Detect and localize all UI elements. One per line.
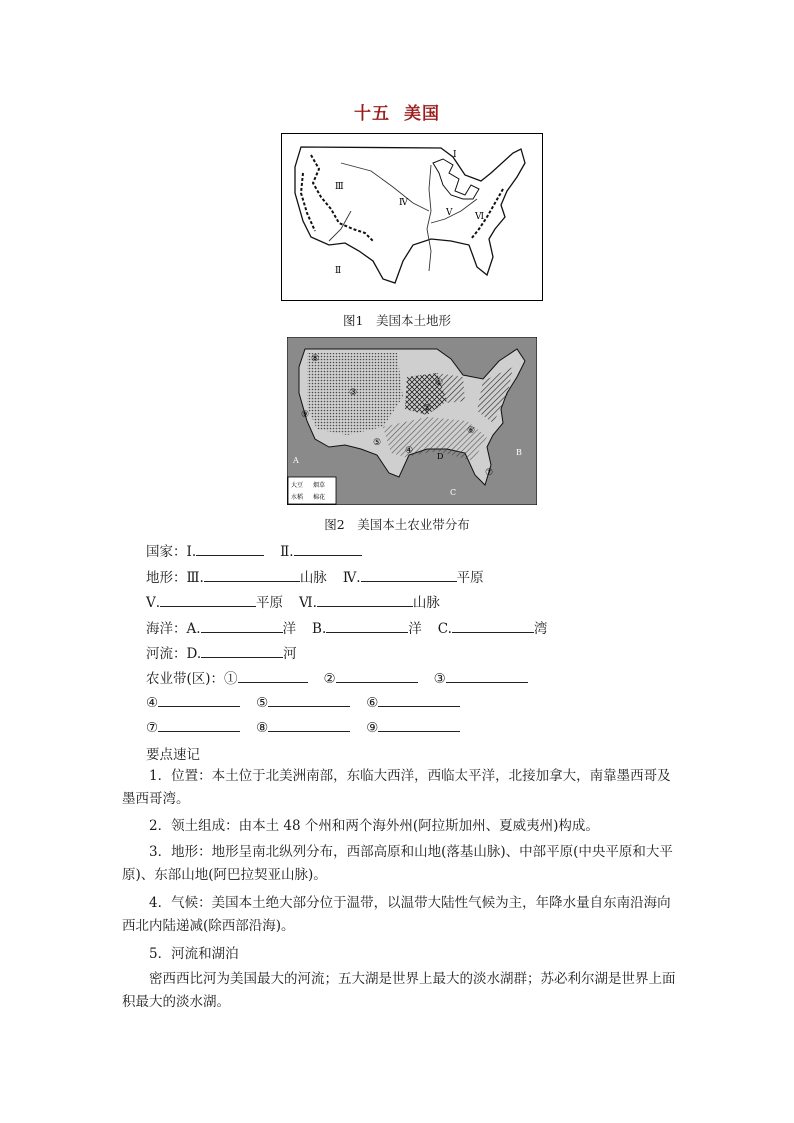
note-position: 1．位置：本土位于北美洲南部，东临大西洋，西临太平洋，北接加拿大，南靠墨西哥及墨西哥湾。 <box>122 768 671 807</box>
blank-agri-6[interactable] <box>378 692 460 707</box>
label-n2: ② <box>423 404 432 414</box>
label-VI: Ⅵ <box>475 212 485 222</box>
blank-country-ii[interactable] <box>294 541 362 556</box>
note-rivers-lakes: 密西西比河为美国最大的河流；五大湖是世界上最大的淡水湖群；苏必利尔湖是世界上面积最大的淡水湖。 <box>122 971 676 1010</box>
label-D: D <box>437 452 444 461</box>
blank-terrain-iv[interactable] <box>361 567 457 582</box>
label-I: Ⅰ <box>453 150 457 160</box>
blank-agri-1[interactable] <box>238 668 308 683</box>
label-n4: ④ <box>405 446 414 456</box>
question-agri-2: ④ ⑤ ⑥ <box>146 692 460 711</box>
question-agri-1: 农业带(区)：① ② ③ <box>146 667 528 687</box>
question-river: 河流：D. 河 <box>146 642 297 662</box>
legend-rice: 水稻 <box>291 494 304 501</box>
note-rivers-heading: 5．河流和湖泊 <box>149 946 239 962</box>
notes-heading: 要点速记 <box>146 747 200 763</box>
blank-agri-5[interactable] <box>268 692 350 707</box>
blank-ocean-c[interactable] <box>452 618 534 633</box>
question-agri-3: ⑦ ⑧ ⑨ <box>146 717 460 736</box>
label-n5: ⑤ <box>373 438 382 448</box>
note-climate: 4．气候：美国本土绝大部分位于温带，以温带大陆性气候为主，年降水量自东南沿海向西北内陆递减(除西部沿海)。 <box>122 895 671 934</box>
label-n1: ① <box>435 378 444 388</box>
question-country: 国家：Ⅰ. Ⅱ. <box>146 540 362 560</box>
figure1-caption: 图1 美国本土地形 <box>343 313 451 328</box>
question-ocean: 海洋：A. 洋 B. 洋 C. 湾 <box>146 617 547 637</box>
blank-ocean-b[interactable] <box>326 618 408 633</box>
label-A: A <box>293 456 299 465</box>
legend-soybean: 大豆 <box>291 482 304 489</box>
question-terrain-2: Ⅴ. 平原 Ⅵ. 山脉 <box>146 591 440 611</box>
blank-agri-7[interactable] <box>158 717 240 732</box>
blank-ocean-a[interactable] <box>201 618 283 633</box>
label-n6: ⑥ <box>467 426 476 436</box>
blank-terrain-vi[interactable] <box>317 592 413 607</box>
label-B: B <box>516 448 522 457</box>
blank-river-d[interactable] <box>201 643 283 658</box>
terrain-map <box>281 133 543 301</box>
label-II: Ⅱ <box>335 266 342 276</box>
blank-agri-3[interactable] <box>446 668 528 683</box>
blank-agri-9[interactable] <box>378 717 460 732</box>
blank-agri-8[interactable] <box>268 717 350 732</box>
label-III: Ⅲ <box>335 182 344 192</box>
label-n7: ⑦ <box>485 468 494 478</box>
figure2-caption: 图2 美国本土农业带分布 <box>324 517 470 532</box>
label-V: Ⅴ <box>446 208 453 218</box>
legend-cotton: 棉花 <box>313 494 326 501</box>
blank-country-i[interactable] <box>196 541 264 556</box>
blank-terrain-iii[interactable] <box>204 567 300 582</box>
blank-terrain-v[interactable] <box>160 592 256 607</box>
note-terrain: 3．地形：地形呈南北纵列分布，西部高原和山地(落基山脉)、中部平原(中央平原和大平原)、东部山地(阿巴拉契亚山脉)。 <box>122 844 673 883</box>
question-terrain-1: 地形：Ⅲ. 山脉 Ⅳ. 平原 <box>146 566 484 586</box>
label-n8: ⑧ <box>311 354 320 364</box>
label-n9: ⑨ <box>301 410 310 420</box>
page-title <box>0 99 794 124</box>
legend-tobacco: 烟草 <box>313 482 326 489</box>
label-n3: ③ <box>349 388 358 398</box>
title-name: 美国 <box>404 104 440 124</box>
label-IV: Ⅳ <box>399 198 408 208</box>
agriculture-map <box>287 337 537 505</box>
label-C: C <box>450 488 457 497</box>
blank-agri-4[interactable] <box>158 692 240 707</box>
title-number: 十五 <box>354 104 390 124</box>
blank-agri-2[interactable] <box>336 668 418 683</box>
note-territory: 2．领土组成：由本土 48 个州和两个海外州(阿拉斯加州、夏威夷州)构成。 <box>149 818 599 834</box>
